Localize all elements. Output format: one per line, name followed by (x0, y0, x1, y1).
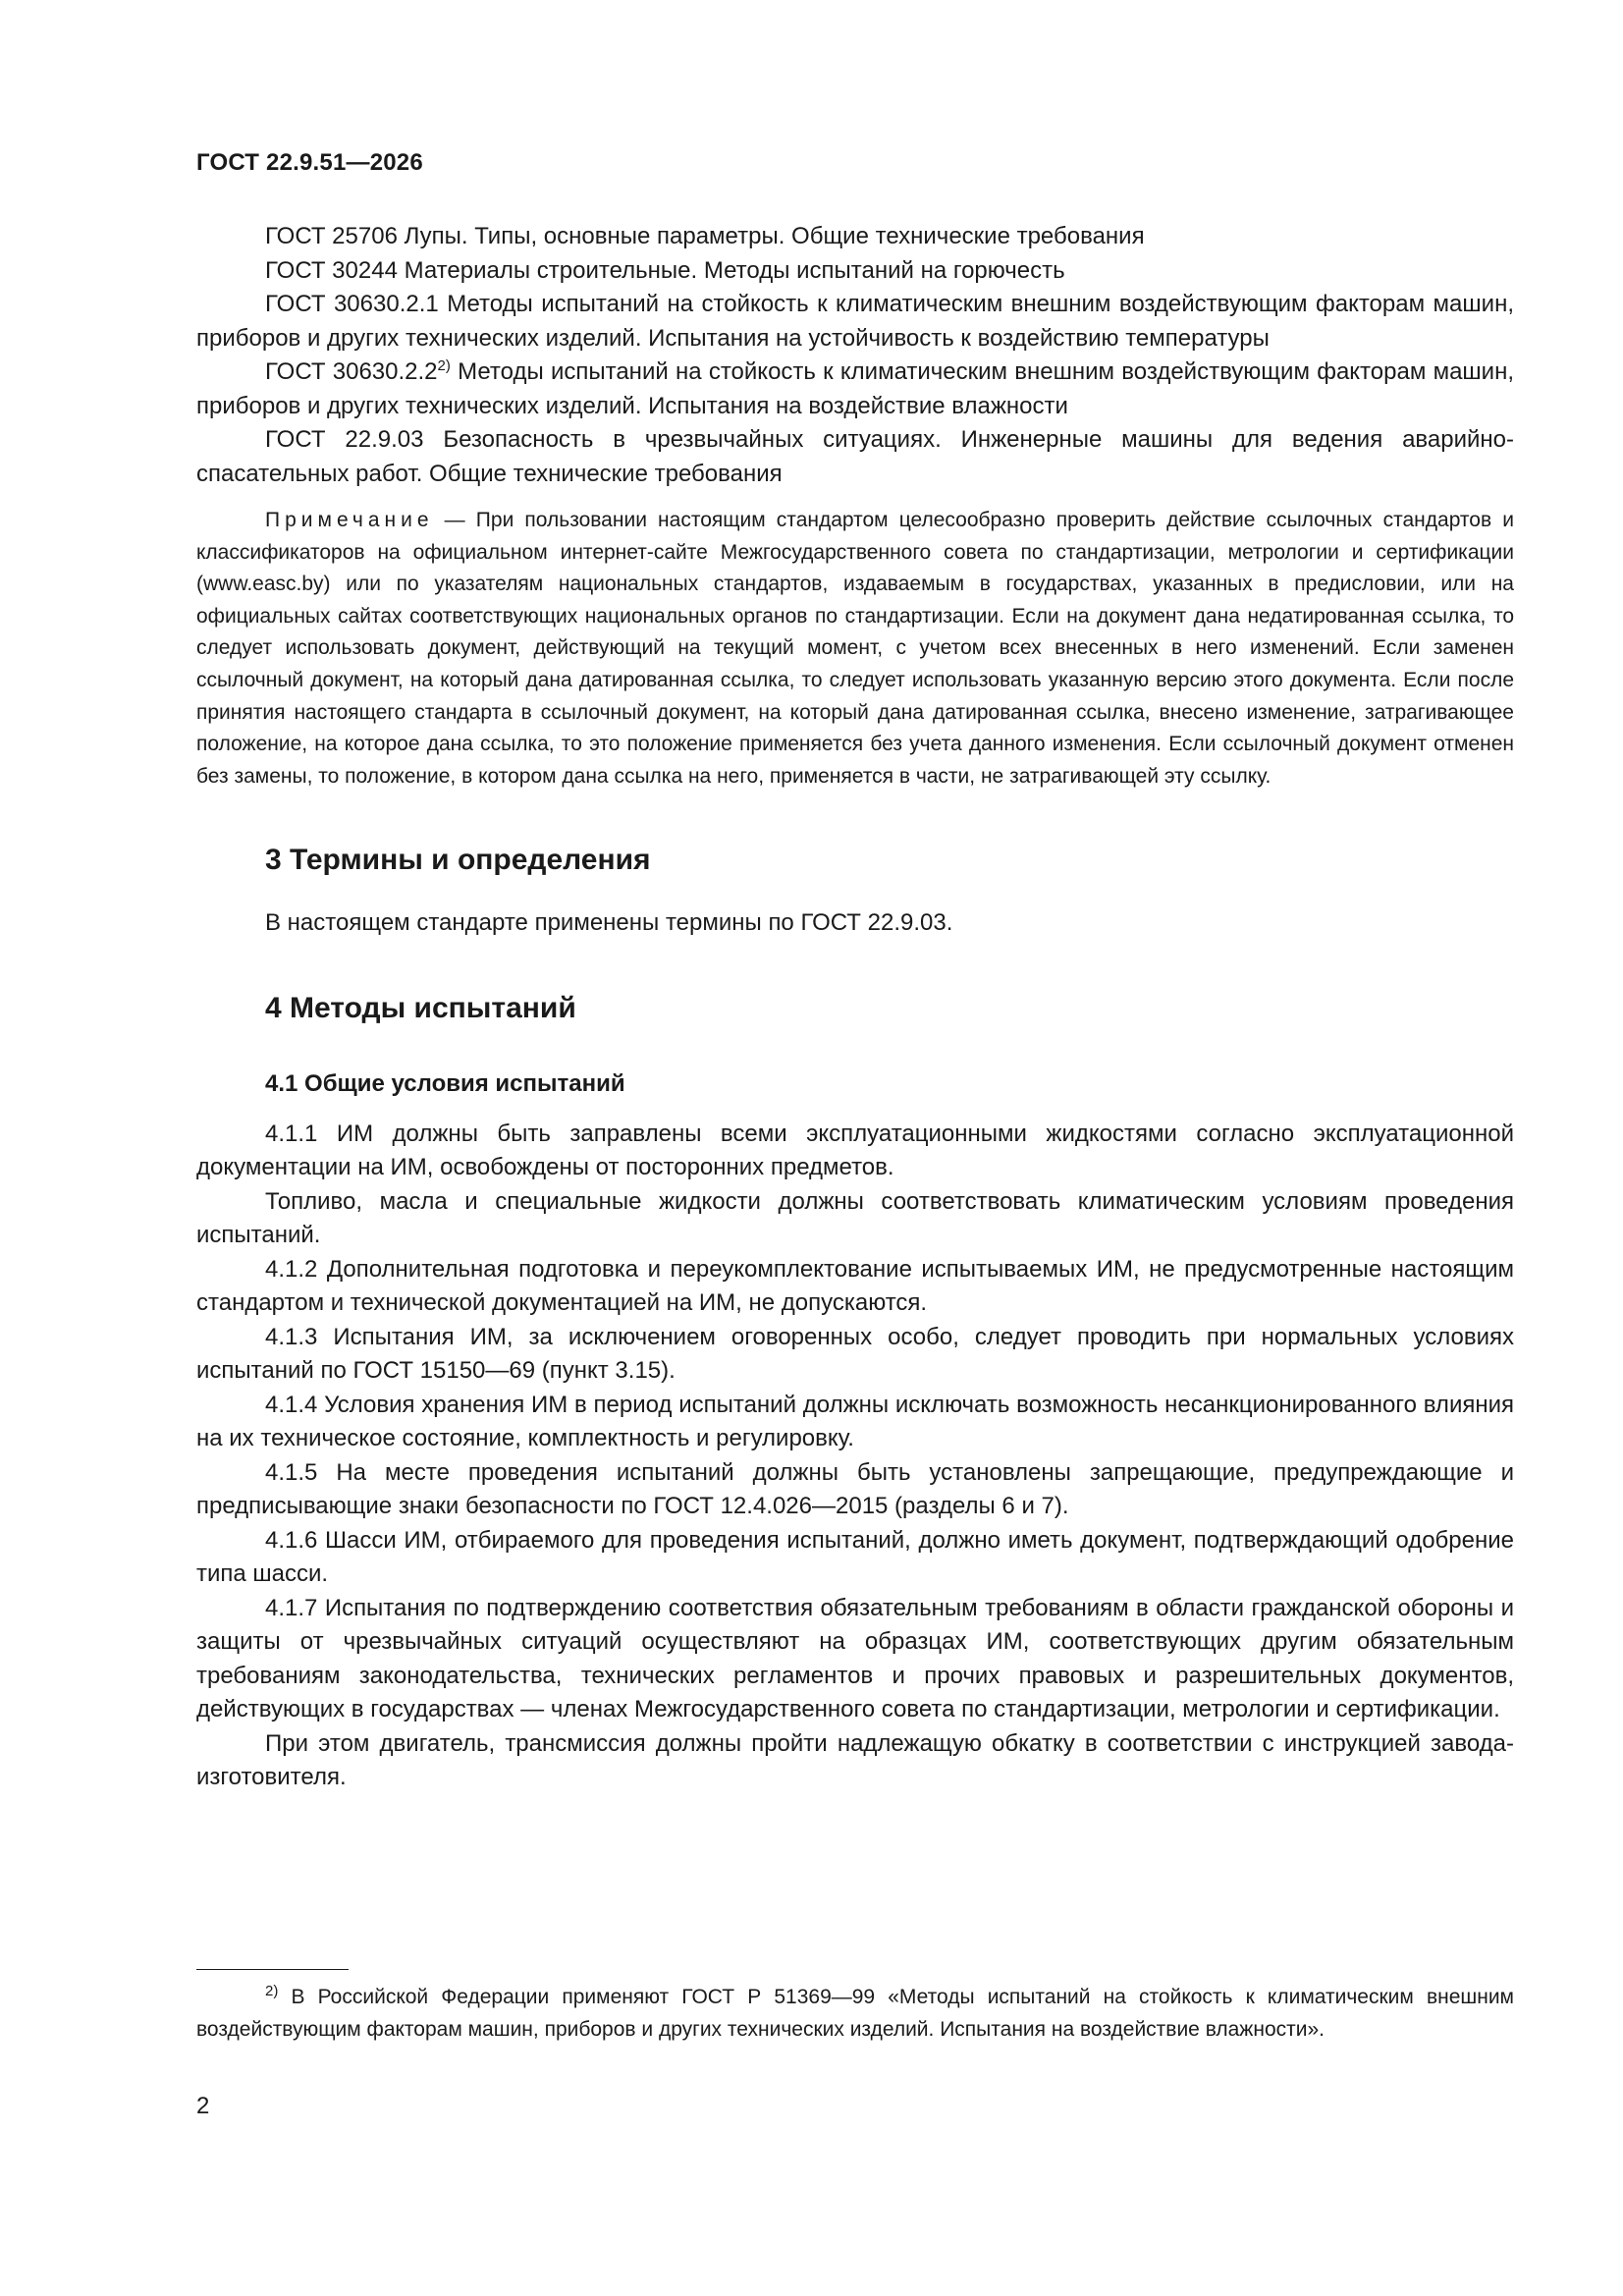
reference-code: ГОСТ 30244 (265, 256, 405, 284)
reference-item (196, 423, 1514, 491)
page-number: 2 (196, 2093, 210, 2119)
clause-paragraph: 4.1.2 Дополнительная подготовка и переукомплектование испытываемых ИМ, не предусмотренные настоящим стандартом и технической документацией на ИМ, не допускаются. (196, 1255, 1514, 1317)
footnote-text: В Российской Федерации применяют ГОСТ Р 51369—99 «Методы испытаний на стойкость к климатическим внешним воздействующим факторам машин, приборов и других технических изделий. Испытания на воздействие влажности». (196, 1986, 1514, 2041)
reference-item (196, 220, 1514, 254)
document-header: ГОСТ 22.9.51—2026 (196, 149, 423, 176)
reference-title: Лупы. Типы, основные параметры. Общие технические требования (404, 223, 1145, 249)
footnote-divider (196, 1969, 349, 1970)
reference-item (196, 288, 1514, 355)
clause-paragraph: Топливо, масла и специальные жидкости должны соответствовать климатическим условиям проведения испытаний. (196, 1187, 1514, 1249)
note-paragraph (196, 505, 1514, 793)
reference-code: ГОСТ 25706 (265, 223, 405, 249)
reference-code: ГОСТ 30630.2.2 (265, 358, 438, 385)
footnote (196, 1982, 1514, 2046)
clause-paragraph: 4.1.6 Шасси ИМ, отбираемого для проведения испытаний, должно иметь документ, подтверждающий одобрение типа шасси. (196, 1526, 1514, 1588)
section-3-text: В настоящем стандарте применены термины по ГОСТ 22.9.03. (265, 909, 953, 937)
clause-paragraph: 4.1.5 На месте проведения испытаний должны быть установлены запрещающие, предупреждающие и предписывающие знаки безопасности по ГОСТ 12.4.026—2015 (разделы 6 и 7). (196, 1458, 1514, 1520)
reference-list (196, 220, 1514, 491)
reference-title: Методы испытаний на стойкость к климатическим внешним воздействующим факторам машин, приборов и других технических изделий. Испытания на устойчивость к воздействию температуры (196, 291, 1514, 352)
reference-code: ГОСТ 30630.2.1 (265, 291, 448, 317)
section-4-heading: 4 Методы испытаний (265, 991, 576, 1024)
note-text: — При пользовании настоящим стандартом целесообразно проверить действие ссылочных стандартов и классификаторов на официальном интернет-сайте Межгосударственного совета по стандартизации, метрологии и сертификации (www.easc.by) или по указателям национальных стандартов, издаваемым в государствах, указанных в предисловии, или на официальных сайтах соответствующих национальных органов по стандартизации. Если на документ дана недатированная ссылка, то следует использовать документ, действующий на текущий момент, с учетом всех внесенных в него изменений. Если заменен ссылочный документ, на который дана датированная ссылка, то следует использовать указанную версию этого документа. Если после принятия настоящего стандарта в ссылочный документ, на который дана датированная ссылка, внесено изменение, затрагивающее положение, на которое дана ссылка, то это положение применяется без учета данного изменения. Если ссылочный документ отменен без замены, то положение, в котором дана ссылка на него, применяется в части, не затрагивающей эту ссылку. (196, 509, 1514, 788)
section-4-body (196, 1118, 1514, 1795)
reference-title: Материалы строительные. Методы испытаний на горючесть (404, 256, 1065, 284)
clause-paragraph: 4.1.4 Условия хранения ИМ в период испытаний должны исключать возможность несанкционированного влияния на их техническое состояние, комплектность и регулировку. (196, 1391, 1514, 1452)
reference-title: Безопасность в чрезвычайных ситуациях. Инженерные машины для ведения аварийно-спасательных работ. Общие технические требования (196, 426, 1514, 487)
section-3-heading: 3 Термины и определения (265, 844, 651, 877)
clause-paragraph: 4.1.3 Испытания ИМ, за исключением оговоренных особо, следует проводить при нормальных условиях испытаний по ГОСТ 15150—69 (пункт 3.15). (196, 1323, 1514, 1385)
subsection-4-1-heading: 4.1 Общие условия испытаний (265, 1069, 625, 1097)
clause-paragraph: 4.1.1 ИМ должны быть заправлены всеми эксплуатационными жидкостями согласно эксплуатационной документации на ИМ, освобождены от посторонних предметов. (196, 1120, 1514, 1181)
clause-paragraph: При этом двигатель, трансмиссия должны пройти надлежащую обкатку в соответствии с инструкцией завода-изготовителя. (196, 1729, 1514, 1791)
reference-item (196, 355, 1514, 423)
reference-item (196, 254, 1514, 289)
footnote-mark: 2) (265, 1983, 279, 1999)
footnote-ref: 2) (437, 357, 451, 374)
clause-paragraph: 4.1.7 Испытания по подтверждению соответствия обязательным требованиям в области гражданской обороны и защиты от чрезвычайных ситуаций осуществляют на образцах ИМ, соответствующих другим обязательным требованиям законодательства, технических регламентов и прочих правовых и разрешительных документов, действующих в государствах — членах Межгосударственного совета по стандартизации, метрологии и сертификации. (196, 1594, 1514, 1723)
reference-code: ГОСТ 22.9.03 (265, 426, 444, 453)
note-label: Примечание (265, 509, 434, 531)
page-content (196, 220, 1514, 1795)
reference-title: Методы испытаний на стойкость к климатическим внешним воздействующим факторам машин, приборов и других технических изделий. Испытания на воздействие влажности (196, 358, 1514, 419)
